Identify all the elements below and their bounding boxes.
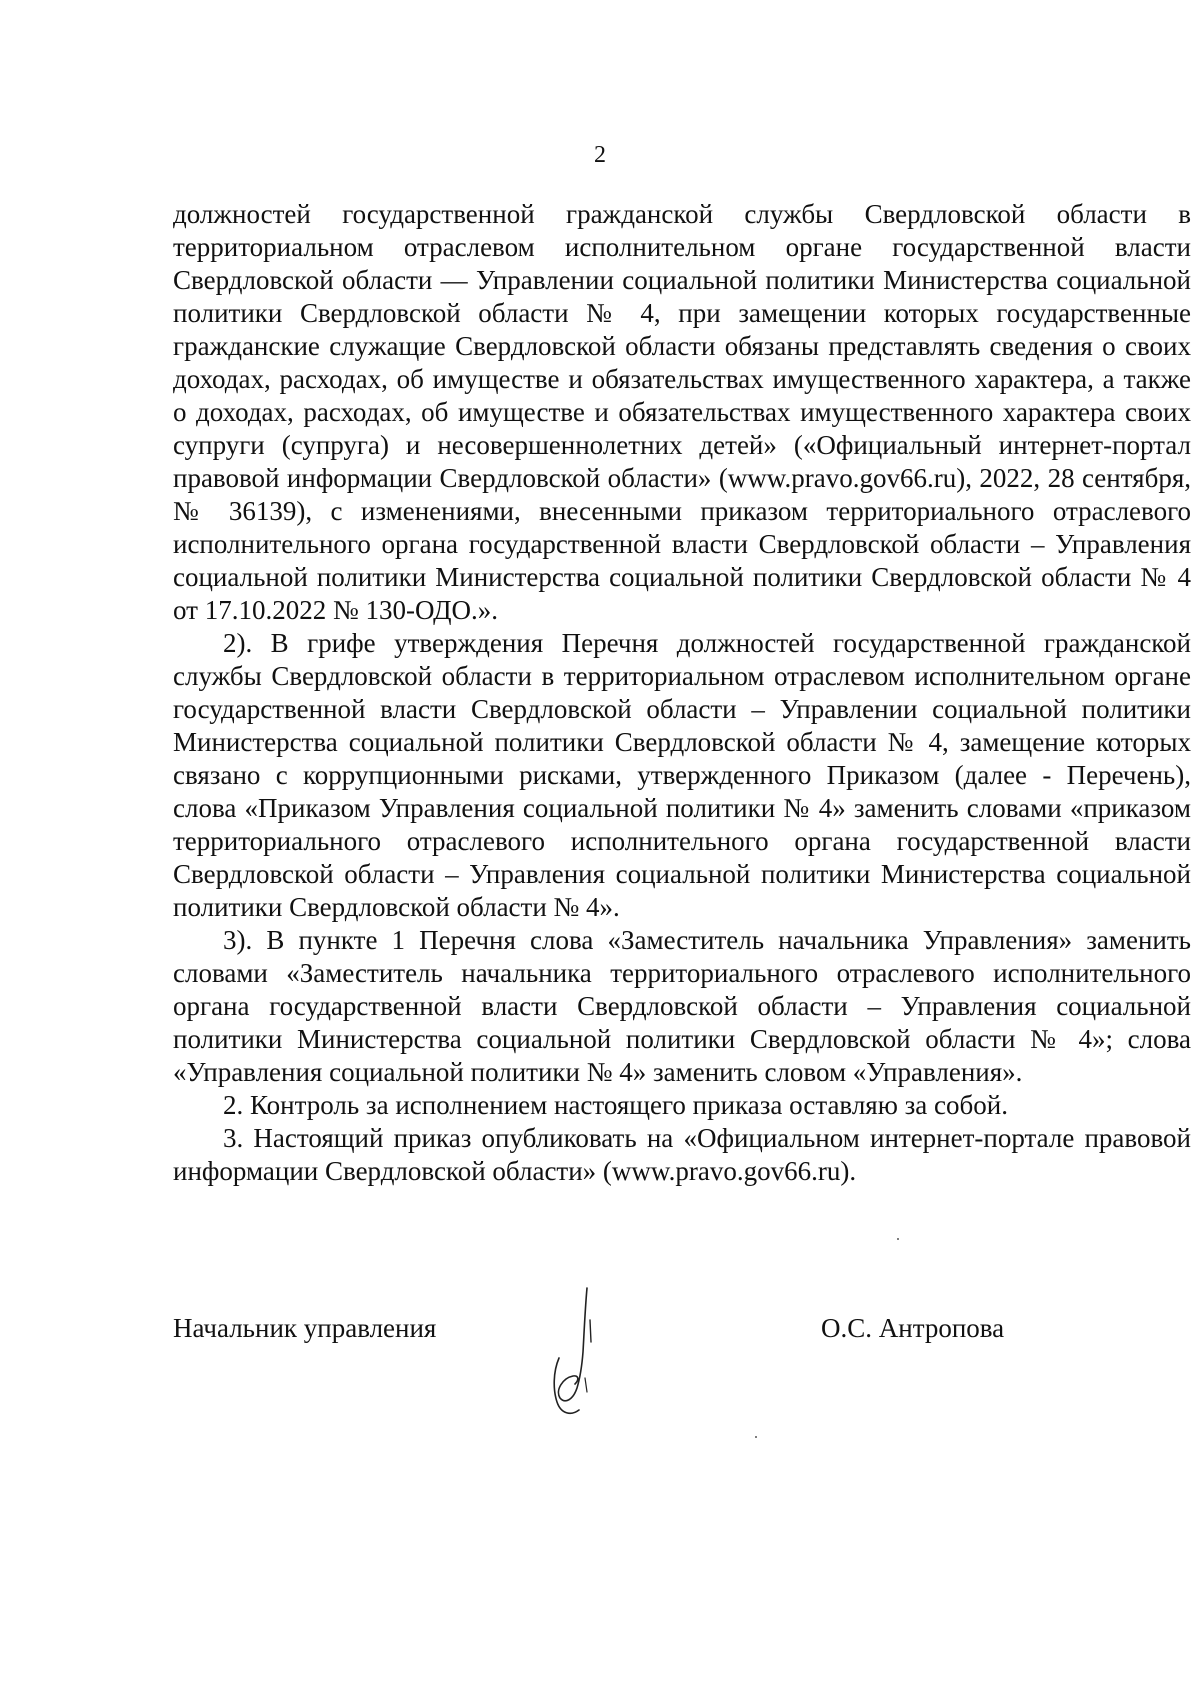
handwritten-signature xyxy=(535,1280,615,1420)
signer-position: Начальник управления xyxy=(173,1313,437,1343)
signer-name: О.С. Антропова xyxy=(821,1313,1005,1343)
scan-speck xyxy=(755,1436,757,1438)
paragraph-item-3: 3). В пункте 1 Перечня слова «Заместитель начальника Управления» заменить словами «Заместитель начальника территориального отраслевого исполнительного органа государственной власти Свердловской области – Управления социальной политики Министерства социальной политики Свердловской области № 4»; слова «Управления социальной политики № 4» заменить словом «Управления». xyxy=(173,925,1191,1087)
document-body xyxy=(173,198,1191,1188)
signature-block xyxy=(173,1280,1191,1420)
paragraph-item-2: 2). В грифе утверждения Перечня должностей государственной гражданской службы Свердловской области в территориальном отраслевом исполнительном органе государственной власти Свердловской области – Управлении социальной политики Министерства социальной политики Свердловской области № 4, замещение которых связано с коррупционными рисками, утвержденного Приказом (далее - Перечень), слова «Приказом Управления социальной политики № 4» заменить словами «приказом территориального отраслевого исполнительного органа государственной власти Свердловской области – Управления социальной политики Министерства социальной политики Свердловской области № 4». xyxy=(173,628,1191,922)
paragraph-publish: 3. Настоящий приказ опубликовать на «Официальном интернет-портале правовой информации Свердловской области» (www.pravo.gov66.ru). xyxy=(173,1123,1191,1186)
paragraph-control: 2. Контроль за исполнением настоящего приказа оставляю за собой. xyxy=(223,1090,1008,1120)
paragraph-continuation: должностей государственной гражданской службы Свердловской области в территориальном отраслевом исполнительном органе государственной власти Свердловской области — Управлении социальной политики Министерства социальной политики Свердловской области № 4, при замещении которых государственные гражданские служащие Свердловской области обязаны представлять сведения о своих доходах, расходах, об имуществе и обязательствах имущественного характера, а также о доходах, расходах, об имуществе и обязательствах имущественного характера своих супруги (супруга) и несовершеннолетних детей» («Официальный интернет-портал правовой информации Свердловской области» (www.pravo.gov66.ru), 2022, 28 сентября, № 36139), с изменениями, внесенными приказом территориального отраслевого исполнительного органа государственной власти Свердловской области – Управления социальной политики Министерства социальной политики Свердловской области № 4 от 17.10.2022 № 130-ОДО.». xyxy=(173,199,1191,625)
scan-speck xyxy=(897,1238,899,1240)
page-number: 2 xyxy=(594,142,606,168)
